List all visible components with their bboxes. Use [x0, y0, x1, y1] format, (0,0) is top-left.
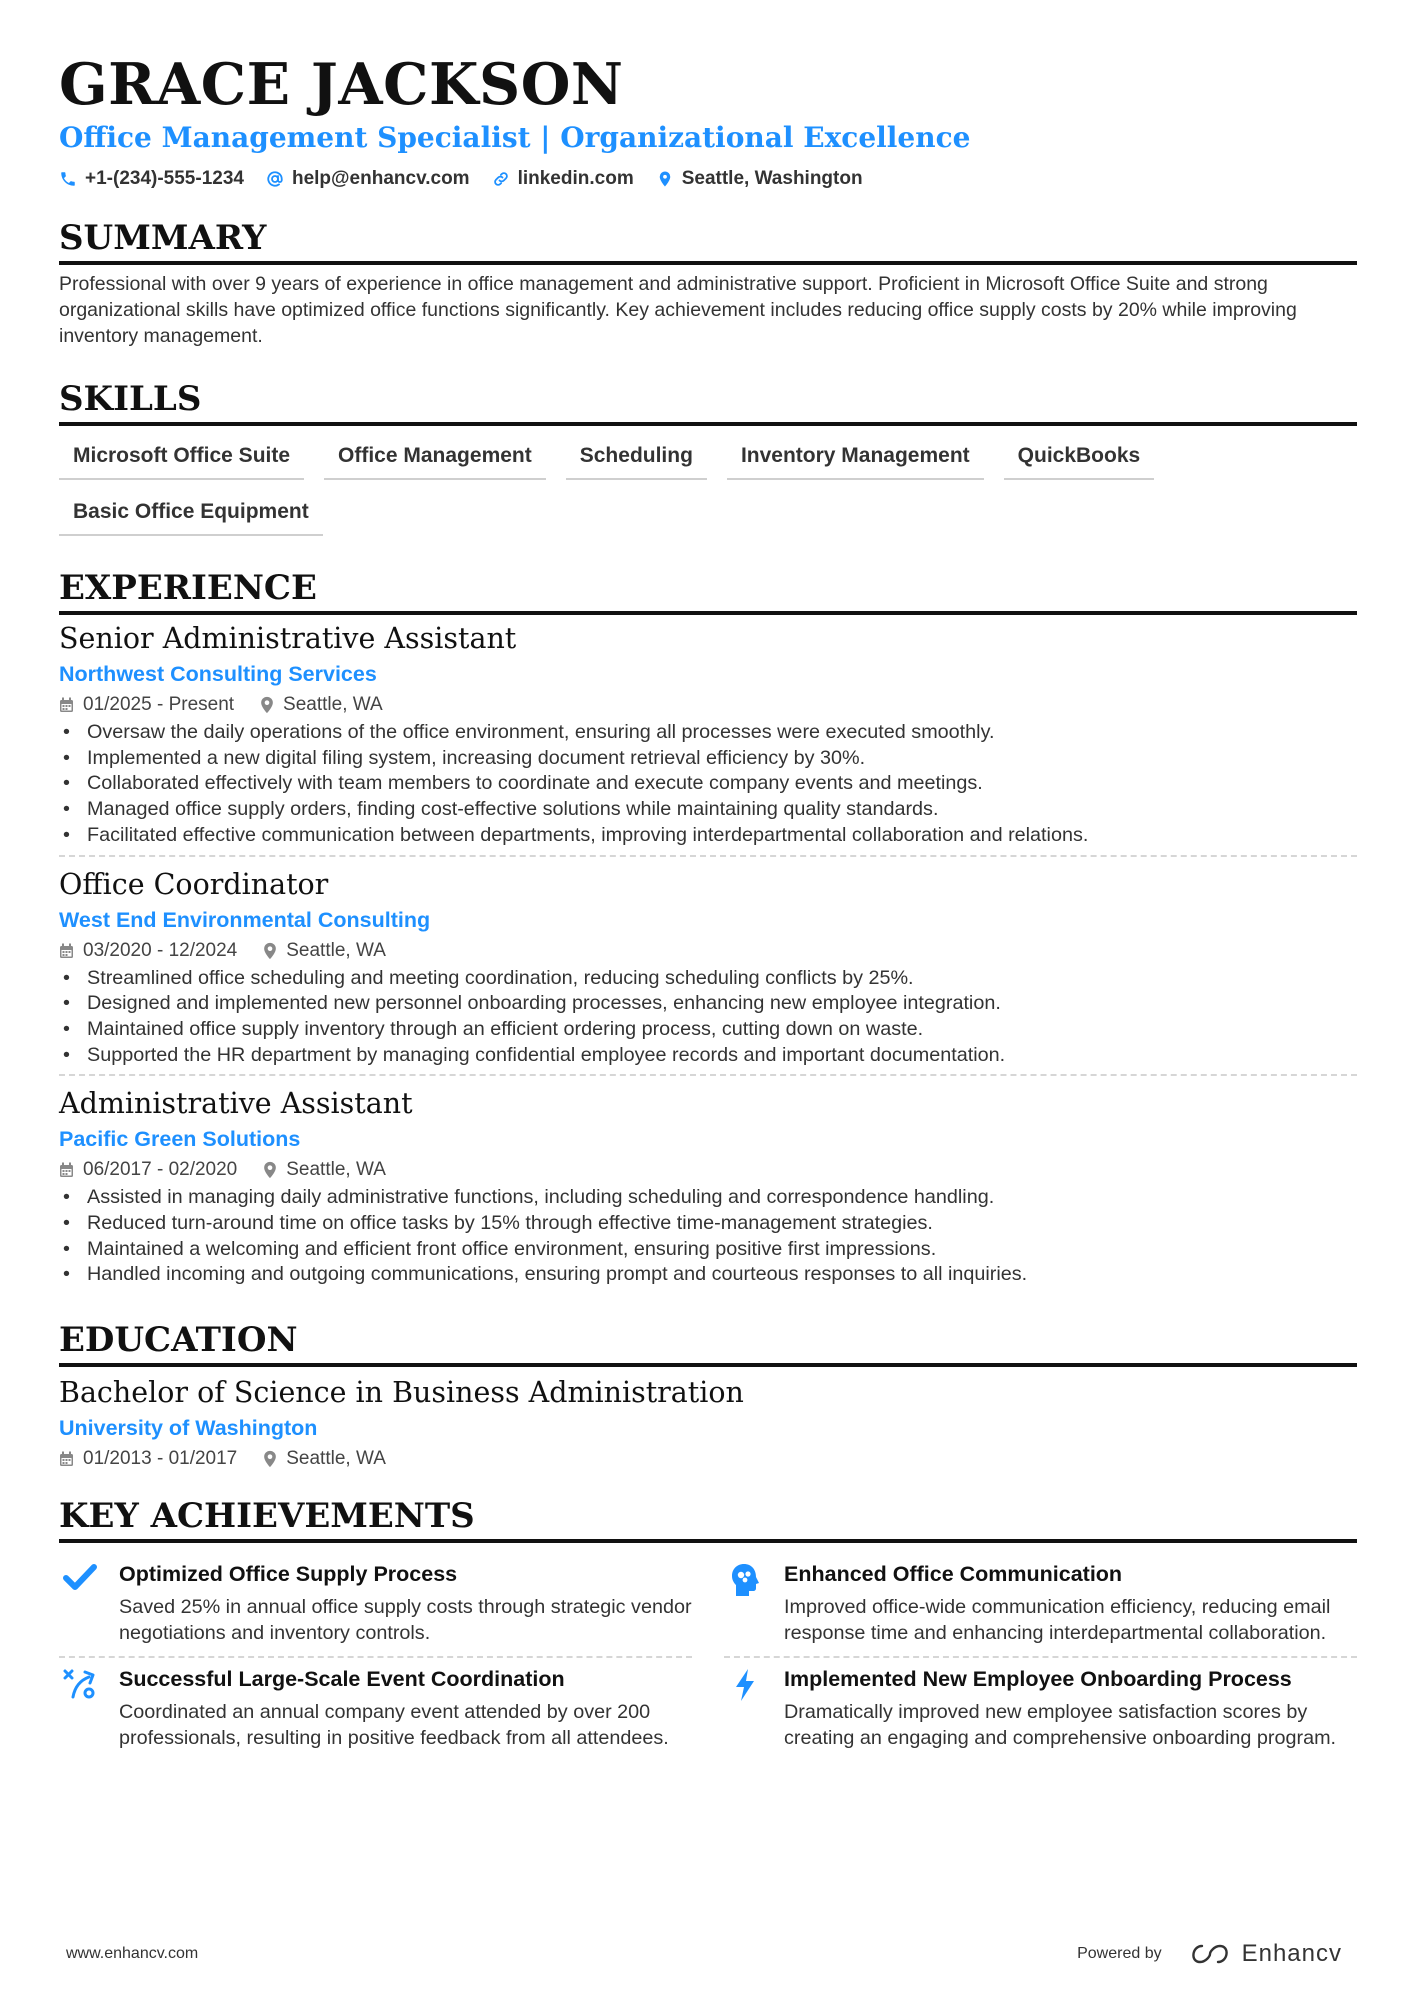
- achievement-item: [59, 1553, 692, 1658]
- contact-location: [656, 168, 863, 190]
- achievements-section: [59, 1496, 1357, 1761]
- job-dates: [59, 940, 237, 962]
- bullet-item: • Handled incoming and outgoing communications, ensuring prompt and courteous responses to all inquiries.: [59, 1262, 1357, 1288]
- resume-header: [59, 50, 1357, 190]
- brand-name: Enhancv: [1241, 1940, 1342, 1967]
- company-name: West End Environmental Consulting: [59, 907, 431, 932]
- achievement-desc: Saved 25% in annual office supply costs through strategic vendor negotiations and inventory controls.: [119, 1596, 692, 1644]
- achievements-heading: KEY ACHIEVEMENTS: [59, 1496, 1357, 1543]
- map-pin-icon: [263, 1161, 277, 1179]
- skill-tag: Basic Office Equipment: [59, 490, 323, 536]
- job-entry: [59, 867, 1357, 1077]
- education-location: [263, 1448, 386, 1470]
- job-bullets: [59, 1185, 1357, 1288]
- link-icon: [492, 170, 510, 188]
- map-pin-icon: [263, 942, 277, 960]
- job-location: [263, 1159, 386, 1181]
- degree-title: Bachelor of Science in Business Administration: [59, 1376, 744, 1410]
- map-pin-icon: [656, 170, 674, 188]
- achievement-desc: Coordinated an annual company event attended by over 200 professionals, resulting in positive feedback from all attendees.: [119, 1701, 669, 1749]
- job-entry: [59, 621, 1357, 857]
- checkmark-icon: [59, 1559, 101, 1593]
- skill-tag: Inventory Management: [727, 434, 984, 480]
- calendar-icon: [59, 1451, 74, 1467]
- powered-by-label: Powered by: [1077, 1945, 1162, 1962]
- achievement-item: [724, 1553, 1357, 1658]
- summary-heading: SUMMARY: [59, 218, 1357, 265]
- strategy-arrow-icon: [59, 1664, 101, 1698]
- achievement-item: [59, 1658, 692, 1761]
- bullet-item: • Facilitated effective communication between departments, improving interdepartmental collaboration and relations.: [59, 823, 1357, 849]
- skill-tag: QuickBooks: [1004, 434, 1155, 480]
- contact-linkedin[interactable]: [492, 168, 634, 190]
- job-meta: [59, 940, 1357, 962]
- achievement-title: Successful Large-Scale Event Coordination: [119, 1667, 565, 1692]
- calendar-icon: [59, 943, 74, 959]
- bullet-item: • Maintained a welcoming and efficient front office environment, ensuring positive first impressions.: [59, 1237, 1357, 1263]
- bullet-item: • Assisted in managing daily administrative functions, including scheduling and correspondence handling.: [59, 1185, 1357, 1211]
- education-location-text: Seattle, WA: [286, 1448, 386, 1470]
- bullet-item: • Implemented a new digital filing system, increasing document retrieval efficiency by 30%.: [59, 746, 1357, 772]
- job-dates-text: 03/2020 - 12/2024: [83, 939, 238, 961]
- job-dates: [59, 1159, 237, 1181]
- job-location-text: Seattle, WA: [283, 694, 383, 715]
- bullet-item: • Supported the HR department by managing confidential employee records and important documentation.: [59, 1043, 1357, 1069]
- phone-text: +1-(234)-555-1234: [85, 168, 244, 189]
- achievement-title: Implemented New Employee Onboarding Process: [784, 1667, 1292, 1692]
- bullet-item: • Managed office supply orders, finding cost-effective solutions while maintaining quality standards.: [59, 797, 1357, 823]
- at-sign-icon: [266, 170, 284, 188]
- location-text: Seattle, Washington: [681, 168, 863, 189]
- resume-page: [59, 50, 1357, 1761]
- job-dates-text: 06/2017 - 02/2020: [83, 1159, 238, 1181]
- page-footer: [66, 1940, 1342, 1968]
- job-entry: [59, 1086, 1357, 1294]
- bullet-item: • Designed and implemented new personnel onboarding processes, enhancing new employee integration.: [59, 991, 1357, 1017]
- calendar-icon: [59, 1162, 74, 1178]
- powered-by: [1077, 1940, 1342, 1968]
- education-dates: [59, 1448, 237, 1470]
- education-section: [59, 1320, 1357, 1470]
- job-location: [260, 694, 383, 716]
- contact-row: [59, 168, 1357, 190]
- bullet-item: • Oversaw the daily operations of the office environment, ensuring all processes were executed smoothly.: [59, 720, 1357, 746]
- school-name: University of Washington: [59, 1416, 318, 1441]
- skill-list: [59, 434, 1319, 546]
- achievements-grid: [59, 1553, 1357, 1761]
- experience-section: [59, 568, 1357, 1294]
- job-location: [263, 940, 386, 962]
- skills-section: [59, 379, 1357, 546]
- bullet-item: • Reduced turn-around time on office tasks by 15% through effective time-management strategies.: [59, 1211, 1357, 1237]
- company-name: Pacific Green Solutions: [59, 1127, 301, 1152]
- skill-tag: Scheduling: [566, 434, 707, 480]
- bullet-item: • Streamlined office scheduling and meeting coordination, reducing scheduling conflicts by 25%.: [59, 966, 1357, 992]
- bullet-item: • Maintained office supply inventory through an efficient ordering process, cutting down on waste.: [59, 1017, 1357, 1043]
- job-bullets: [59, 966, 1357, 1069]
- job-meta: [59, 694, 1357, 716]
- skill-tag: Office Management: [324, 434, 546, 480]
- achievement-desc: Improved office-wide communication efficiency, reducing email response time and enhancing interdepartmental collaboration.: [784, 1596, 1331, 1644]
- footer-website[interactable]: www.enhancv.com: [66, 1945, 199, 1962]
- lightning-bolt-icon: [724, 1664, 766, 1698]
- map-pin-icon: [263, 1450, 277, 1468]
- linkedin-text: linkedin.com: [517, 168, 634, 189]
- education-heading: EDUCATION: [59, 1320, 1357, 1367]
- job-title: Administrative Assistant: [59, 1087, 413, 1121]
- phone-icon: [59, 170, 77, 188]
- job-dates: [59, 694, 234, 716]
- map-pin-icon: [260, 696, 274, 714]
- enhancv-logo-icon: [1186, 1942, 1234, 1966]
- bullet-item: • Collaborated effectively with team members to coordinate and execute company events and meetings.: [59, 771, 1357, 797]
- summary-text: Professional with over 9 years of experience in office management and administrative support. Proficient in Microsoft Office Suite and strong organizational skills have optimized office functions significantly. Key achievement includes reducing office supply costs by 20% while improving inventory management.: [59, 273, 1297, 347]
- job-title: Senior Administrative Assistant: [59, 622, 517, 655]
- contact-phone: [59, 168, 244, 190]
- achievement-item: [724, 1658, 1357, 1761]
- achievement-desc: Dramatically improved new employee satisfaction scores by creating an engaging and comprehensive onboarding program.: [784, 1701, 1337, 1749]
- calendar-icon: [59, 697, 74, 713]
- company-name: Northwest Consulting Services: [59, 662, 377, 686]
- education-dates-text: 01/2013 - 01/2017: [83, 1448, 238, 1470]
- brain-head-icon: [724, 1559, 766, 1593]
- skill-tag: Microsoft Office Suite: [59, 434, 304, 480]
- education-meta: [59, 1448, 1357, 1470]
- summary-section: [59, 218, 1357, 349]
- skills-heading: SKILLS: [59, 379, 1357, 426]
- contact-email[interactable]: [266, 168, 470, 190]
- experience-heading: EXPERIENCE: [59, 568, 1357, 615]
- email-text: help@enhancv.com: [291, 168, 470, 189]
- achievement-title: Enhanced Office Communication: [784, 1562, 1123, 1587]
- candidate-name: GRACE JACKSON: [59, 51, 624, 118]
- achievement-title: Optimized Office Supply Process: [119, 1562, 458, 1587]
- job-dates-text: 01/2025 - Present: [83, 694, 235, 715]
- job-meta: [59, 1159, 1357, 1181]
- candidate-headline: Office Management Specialist | Organizational Excellence: [59, 121, 971, 154]
- job-location-text: Seattle, WA: [286, 1159, 386, 1181]
- brand-logo[interactable]: [1186, 1940, 1342, 1968]
- job-bullets: [59, 720, 1357, 849]
- job-title: Office Coordinator: [59, 867, 329, 901]
- job-location-text: Seattle, WA: [286, 939, 386, 961]
